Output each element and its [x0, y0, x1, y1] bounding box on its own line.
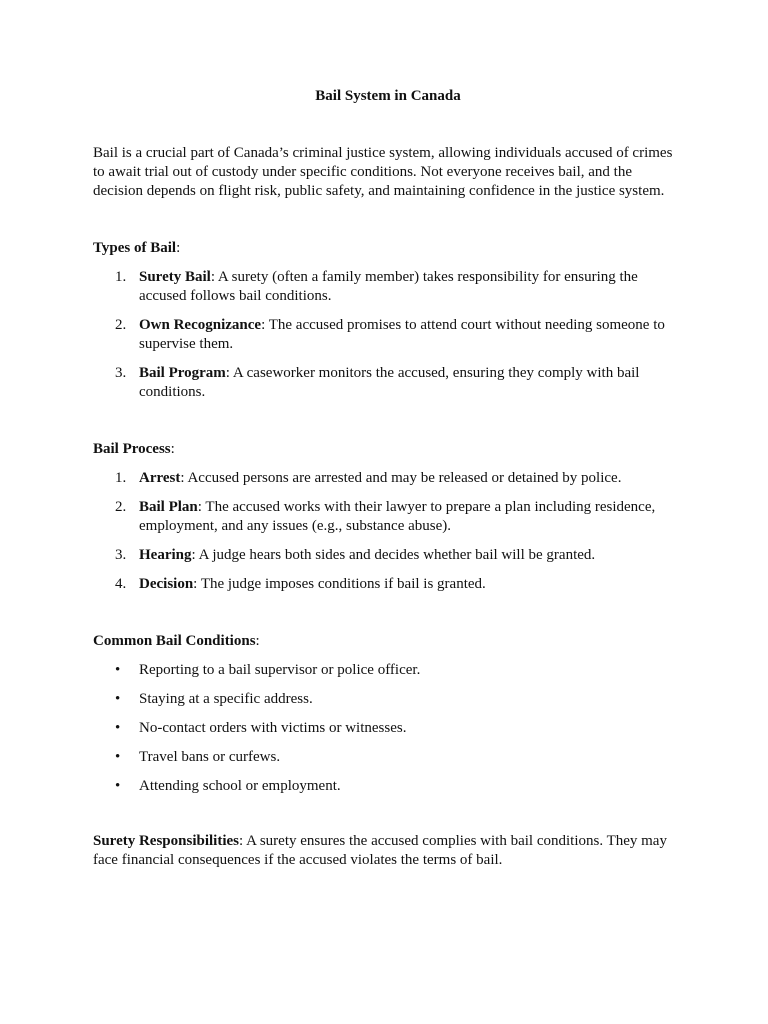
list-number: 3. [115, 365, 127, 381]
list-number: 1. [115, 269, 127, 285]
conditions-heading-label: Common Bail Conditions [93, 633, 256, 649]
surety-term: Surety Responsibilities [93, 833, 239, 849]
document-page [93, 86, 683, 870]
types-list [93, 268, 683, 402]
list-term: Bail Plan [139, 499, 198, 515]
types-heading-label: Types of Bail [93, 240, 177, 256]
list-text: Travel bans or curfews. [139, 749, 281, 765]
list-number: 2. [115, 499, 127, 515]
list-item [93, 469, 683, 488]
surety-text: : A surety ensures the accused complies with bail conditions. They may face financial consequences if the accused violates the terms of bail. [93, 833, 667, 868]
list-number: 4. [115, 576, 127, 592]
conditions-list [93, 661, 683, 796]
list-term: Arrest [139, 470, 181, 486]
list-term: Own Recognizance [139, 317, 262, 333]
list-item [93, 575, 683, 594]
list-text: No-contact orders with victims or witnesses. [139, 720, 407, 736]
list-item [93, 690, 683, 709]
process-heading-colon: : [170, 441, 175, 457]
surety-paragraph [93, 832, 683, 870]
list-term: Decision [139, 576, 194, 592]
bullet-icon: • [115, 720, 121, 736]
list-number: 2. [115, 317, 127, 333]
list-text: Staying at a specific address. [139, 691, 313, 707]
list-item [93, 268, 683, 306]
conditions-heading [93, 632, 683, 651]
types-heading [93, 239, 683, 258]
bullet-icon: • [115, 662, 121, 678]
bullet-icon: • [115, 749, 121, 765]
list-item [93, 364, 683, 402]
list-item [93, 661, 683, 680]
list-item [93, 498, 683, 536]
list-item [93, 316, 683, 354]
intro-paragraph: Bail is a crucial part of Canada’s criminal justice system, allowing individuals accused of crimes to await trial out of custody under specific conditions. Not everyone receives bail, and the decision depends on flight risk, public safety, and maintaining confidence in the justice system. [93, 145, 673, 199]
types-heading-colon: : [176, 240, 181, 256]
list-text: Reporting to a bail supervisor or police officer. [139, 662, 421, 678]
bullet-icon: • [115, 691, 121, 707]
list-text: Attending school or employment. [139, 778, 341, 794]
list-item [93, 719, 683, 738]
list-term: Bail Program [139, 365, 226, 381]
list-text: : The accused works with their lawyer to prepare a plan including residence, employment, and any issues (e.g., substance abuse). [139, 499, 656, 534]
list-text: : The accused promises to attend court without needing someone to supervise them. [139, 317, 665, 352]
list-item [93, 546, 683, 565]
list-term: Hearing [139, 547, 192, 563]
list-text: : Accused persons are arrested and may be released or detained by police. [180, 470, 622, 486]
list-item [93, 748, 683, 767]
list-term: Surety Bail [139, 269, 211, 285]
list-item [93, 777, 683, 796]
list-text: : A judge hears both sides and decides whether bail will be granted. [191, 547, 596, 563]
process-heading-label: Bail Process [93, 441, 171, 457]
list-text: : A surety (often a family member) takes responsibility for ensuring the accused follows bail conditions. [139, 269, 638, 304]
list-text: : A caseworker monitors the accused, ensuring they comply with bail conditions. [139, 365, 640, 400]
list-number: 1. [115, 470, 127, 486]
conditions-heading-colon: : [255, 633, 260, 649]
bullet-icon: • [115, 778, 121, 794]
process-list [93, 469, 683, 594]
document-title: Bail System in Canada [315, 88, 461, 104]
list-text: : The judge imposes conditions if bail is granted. [193, 576, 486, 592]
process-heading [93, 440, 683, 459]
list-number: 3. [115, 547, 127, 563]
